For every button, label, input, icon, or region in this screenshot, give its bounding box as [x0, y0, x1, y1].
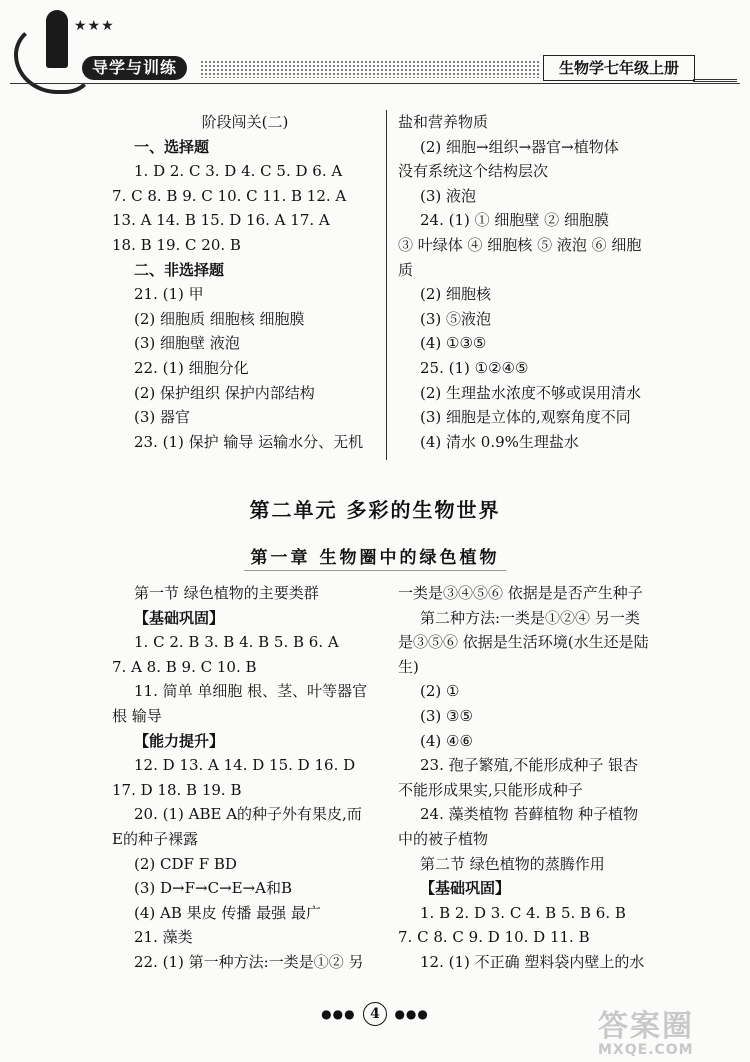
header-tail-rule	[693, 55, 737, 82]
answer-line: (4) AB 果皮 传播 最强 最广	[134, 903, 321, 922]
answer-line: 21. (1) 甲	[134, 285, 204, 304]
answer-line: 二、非选择题	[134, 260, 225, 279]
answers-bottom-right	[398, 581, 718, 975]
answer-line: (3) 器官	[134, 408, 191, 427]
answer-line: 生)	[398, 657, 419, 676]
answer-line: 不能形成果实,只能形成种子	[398, 780, 583, 799]
answers-top-left	[112, 110, 378, 454]
answer-line: 7. C 8. B 9. C 10. C 11. B 12. A	[112, 186, 347, 205]
answer-line: (3) 细胞壁 液泡	[134, 334, 240, 353]
answer-line: (3) 液泡	[420, 186, 477, 205]
dotted-band	[200, 60, 540, 78]
answer-line: (3) 细胞是立体的,观察角度不同	[420, 408, 631, 427]
answer-line: 阶段闯关(二)	[201, 113, 289, 131]
answer-line: 质	[398, 260, 414, 279]
unit-title: 第二单元 多彩的生物世界	[249, 498, 501, 522]
answer-line: 盐和营养物质	[398, 113, 489, 131]
answer-line: ③ 叶绿体 ④ 细胞核 ⑤ 液泡 ⑥ 细胞	[398, 235, 642, 254]
answer-line: 18. B 19. C 20. B	[112, 235, 241, 254]
answer-line: 23. (1) 保护 输导 运输水分、无机	[134, 432, 364, 451]
answer-line: 【基础巩固】	[134, 608, 225, 627]
answer-line: 21. 藻类	[134, 928, 193, 947]
answer-line: 20. (1) ABE A的种子外有果皮,而	[134, 805, 362, 824]
watermark-title: 答案圈	[598, 1009, 694, 1044]
page-header	[0, 0, 750, 95]
book-title: 导学与训练	[82, 56, 187, 80]
answer-line: 根 输导	[112, 706, 162, 725]
answer-line: (4) ①③⑤	[420, 334, 487, 353]
answer-line: 22. (1) 第一种方法:一类是①② 另	[134, 952, 364, 971]
answer-line: 23. 孢子繁殖,不能形成种子 银杏	[420, 756, 639, 775]
chapter-underline	[244, 570, 506, 571]
answer-line: E的种子裸露	[112, 829, 198, 848]
answer-line: 1. B 2. D 3. C 4. B 5. B 6. B	[420, 903, 626, 922]
answer-line: (2) 保护组织 保护内部结构	[134, 383, 315, 402]
answer-line: 是③⑤⑥ 依据是生活环境(水生还是陆	[398, 633, 649, 652]
footer-bullets-right: ●●●	[394, 1007, 429, 1021]
answer-line: (2) 生理盐水浓度不够或误用清水	[420, 383, 642, 402]
answer-line: 【基础巩固】	[420, 879, 511, 898]
chapter-title: 第一章 生物圈中的绿色植物	[250, 548, 500, 568]
answer-line: 7. C 8. C 9. D 10. D 11. B	[398, 928, 590, 947]
answer-line: 中的被子植物	[398, 829, 489, 848]
answer-line: 7. A 8. B 9. C 10. B	[112, 657, 257, 676]
answers-top-right	[398, 110, 718, 454]
answer-line: 1. D 2. C 3. D 4. C 5. D 6. A	[134, 162, 343, 181]
answer-line: 一、选择题	[134, 137, 210, 156]
answer-line: (3) ③⑤	[420, 706, 473, 725]
answer-line: 13. A 14. B 15. D 16. A 17. A	[112, 211, 330, 230]
answer-line: (2) 细胞质 细胞核 细胞膜	[134, 309, 305, 328]
answer-line: 第二节 绿色植物的蒸腾作用	[420, 854, 605, 873]
header-rule	[10, 83, 740, 84]
answers-bottom-left	[112, 581, 378, 975]
subject-label: 生物学七年级上册	[543, 55, 695, 81]
answer-line: 24. 藻类植物 苔藓植物 种子植物	[420, 805, 639, 824]
watermark	[598, 1009, 743, 1060]
answer-line: 11. 简单 单细胞 根、茎、叶等器官	[134, 682, 368, 701]
answer-line: (2) ①	[420, 682, 460, 701]
answer-line: 1. C 2. B 3. B 4. B 5. B 6. A	[134, 633, 339, 652]
answer-line: 【能力提升】	[134, 731, 225, 750]
answer-line: 24. (1) ① 细胞壁 ② 细胞膜	[420, 211, 609, 230]
answer-line: 25. (1) ①②④⑤	[420, 358, 529, 377]
watermark-url: MXQE.COM	[598, 1042, 694, 1058]
page-number: 4	[363, 1002, 387, 1026]
answer-line: (3) D→F→C→E→A和B	[134, 879, 293, 898]
answer-line: (2) CDF F BD	[134, 854, 237, 873]
answer-line: 第一节 绿色植物的主要类群	[134, 584, 319, 602]
answer-line: (4) 清水 0.9%生理盐水	[420, 432, 579, 451]
answer-line: (2) 细胞核	[420, 285, 492, 304]
column-divider	[386, 110, 387, 460]
answer-line: 17. D 18. B 19. B	[112, 780, 242, 799]
answer-line: 没有系统这个结构层次	[398, 162, 549, 181]
answer-line: (4) ④⑥	[420, 731, 473, 750]
answer-line: 第二种方法:一类是①②④ 另一类	[420, 608, 640, 627]
answer-line: 一类是③④⑤⑥ 依据是是否产生种子	[398, 584, 643, 602]
footer-bullets-left: ●●●	[321, 1007, 356, 1021]
answer-line: 12. (1) 不正确 塑料袋内壁上的水	[420, 952, 645, 971]
answer-line: 22. (1) 细胞分化	[134, 358, 249, 377]
answer-line: (3) ⑤液泡	[420, 309, 492, 328]
answer-line: 12. D 13. A 14. D 15. D 16. D	[134, 756, 356, 775]
answer-line: (2) 细胞→组织→器官→植物体	[420, 137, 619, 156]
stars-icon: ★★★	[74, 18, 115, 34]
logo-figure-icon	[46, 10, 68, 68]
